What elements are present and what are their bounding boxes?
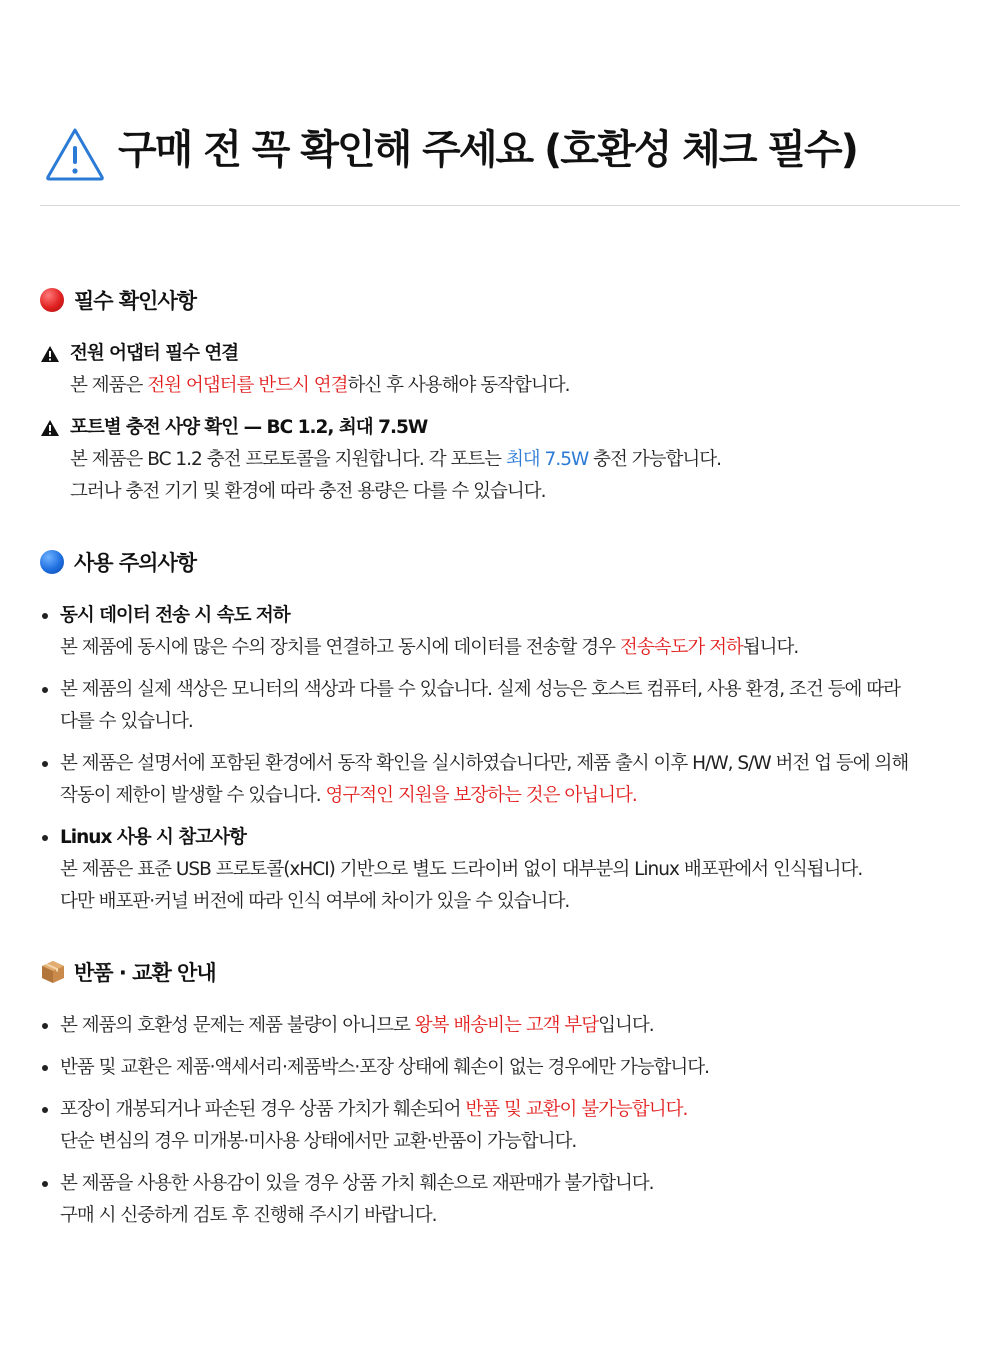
returns-section (40, 956, 960, 1226)
item-text: 본 제품은 BC 1.2 충전 프로토콜을 지원합니다. 각 포트는 최대 7.5W 충전 가능합니다. (70, 449, 722, 470)
warning-icon (40, 338, 62, 370)
required-section (40, 284, 960, 502)
item-text: 그러나 충전 기기 및 환경에 따라 충전 용량은 다를 수 있습니다. (70, 481, 546, 502)
item-text: 반품 및 교환은 제품·액세서리·제품박스·포장 상태에 훼손이 없는 경우에만 가능합니다. (60, 1057, 710, 1078)
highlight-text: 왕복 배송비는 고객 부담 (414, 1015, 599, 1036)
item-text: 다만 배포판·커널 버전에 따라 인식 여부에 차이가 있을 수 있습니다. (60, 891, 570, 912)
bullet-icon (42, 1023, 48, 1029)
highlight-text: 최대 7.5W (505, 449, 589, 470)
item-text: 단순 변심의 경우 미개봉·미사용 상태에서만 교환·반품이 가능합니다. (60, 1131, 577, 1152)
red-circle-icon (40, 288, 64, 312)
item-heading: 동시 데이터 전송 시 속도 저하 (60, 605, 290, 626)
page-title: 구매 전 꼭 확인해 주세요 (호환성 체크 필수) (118, 127, 857, 173)
item-text: 본 제품은 전원 어댑터를 반드시 연결하신 후 사용해야 동작합니다. (70, 375, 570, 396)
item-heading: 포트별 충전 사양 확인 — BC 1.2, 최대 7.5W (70, 417, 428, 438)
highlight-text: 전원 어댑터를 반드시 연결 (147, 375, 348, 396)
warning-icon (40, 412, 62, 444)
item-text: 본 제품의 호환성 문제는 제품 불량이 아니므로 왕복 배송비는 고객 부담입니다. (60, 1015, 654, 1036)
highlight-text: 영구적인 지원을 보장하는 것은 아닙니다. (325, 785, 637, 806)
item-text: 본 제품의 실제 색상은 모니터의 색상과 다를 수 있습니다. 실제 성능은 호스트 컴퓨터, 사용 환경, 조건 등에 따라 (60, 679, 900, 700)
bullet-icon (42, 687, 48, 693)
bullet-icon (42, 613, 48, 619)
item-text: 본 제품에 동시에 많은 수의 장치를 연결하고 동시에 데이터를 전송할 경우 전송속도가 저하됩니다. (60, 637, 799, 658)
item-text: 구매 시 신중하게 검토 후 진행해 주시기 바랍니다. (60, 1205, 437, 1226)
blue-circle-icon (40, 550, 64, 574)
returns-section-title: 반품 · 교환 안내 (40, 956, 960, 988)
caution-section-title: 사용 주의사항 (40, 546, 960, 578)
required-section-title: 필수 확인사항 (40, 284, 960, 316)
item-text: 포장이 개봉되거나 파손된 경우 상품 가치가 훼손되어 반품 및 교환이 불가능합니다. (60, 1099, 688, 1120)
bullet-icon (42, 761, 48, 767)
item-heading: 전원 어댑터 필수 연결 (70, 343, 239, 364)
item-text: 본 제품은 표준 USB 프로토콜(xHCI) 기반으로 별도 드라이버 없이 대부분의 Linux 배포판에서 인식됩니다. (60, 859, 863, 880)
caution-section (40, 546, 960, 912)
item-heading: Linux 사용 시 참고사항 (60, 827, 246, 848)
package-box-icon (40, 959, 66, 985)
highlight-text: 전송속도가 저하 (619, 637, 743, 658)
bullet-icon (42, 1107, 48, 1113)
item-text: 작동이 제한이 발생할 수 있습니다. 영구적인 지원을 보장하는 것은 아닙니다. (60, 785, 637, 806)
item-text: 본 제품은 설명서에 포함된 환경에서 동작 확인을 실시하였습니다만, 제품 출시 이후 H/W, S/W 버전 업 등에 의해 (60, 753, 909, 774)
bullet-icon (42, 1065, 48, 1071)
bullet-icon (42, 1181, 48, 1187)
warning-triangle-icon (44, 126, 106, 182)
page-header (40, 112, 960, 206)
item-text: 다를 수 있습니다. (60, 711, 193, 732)
highlight-text: 반품 및 교환이 불가능합니다. (465, 1099, 688, 1120)
item-text: 본 제품을 사용한 사용감이 있을 경우 상품 가치 훼손으로 재판매가 불가합니다. (60, 1173, 654, 1194)
bullet-icon (42, 835, 48, 841)
